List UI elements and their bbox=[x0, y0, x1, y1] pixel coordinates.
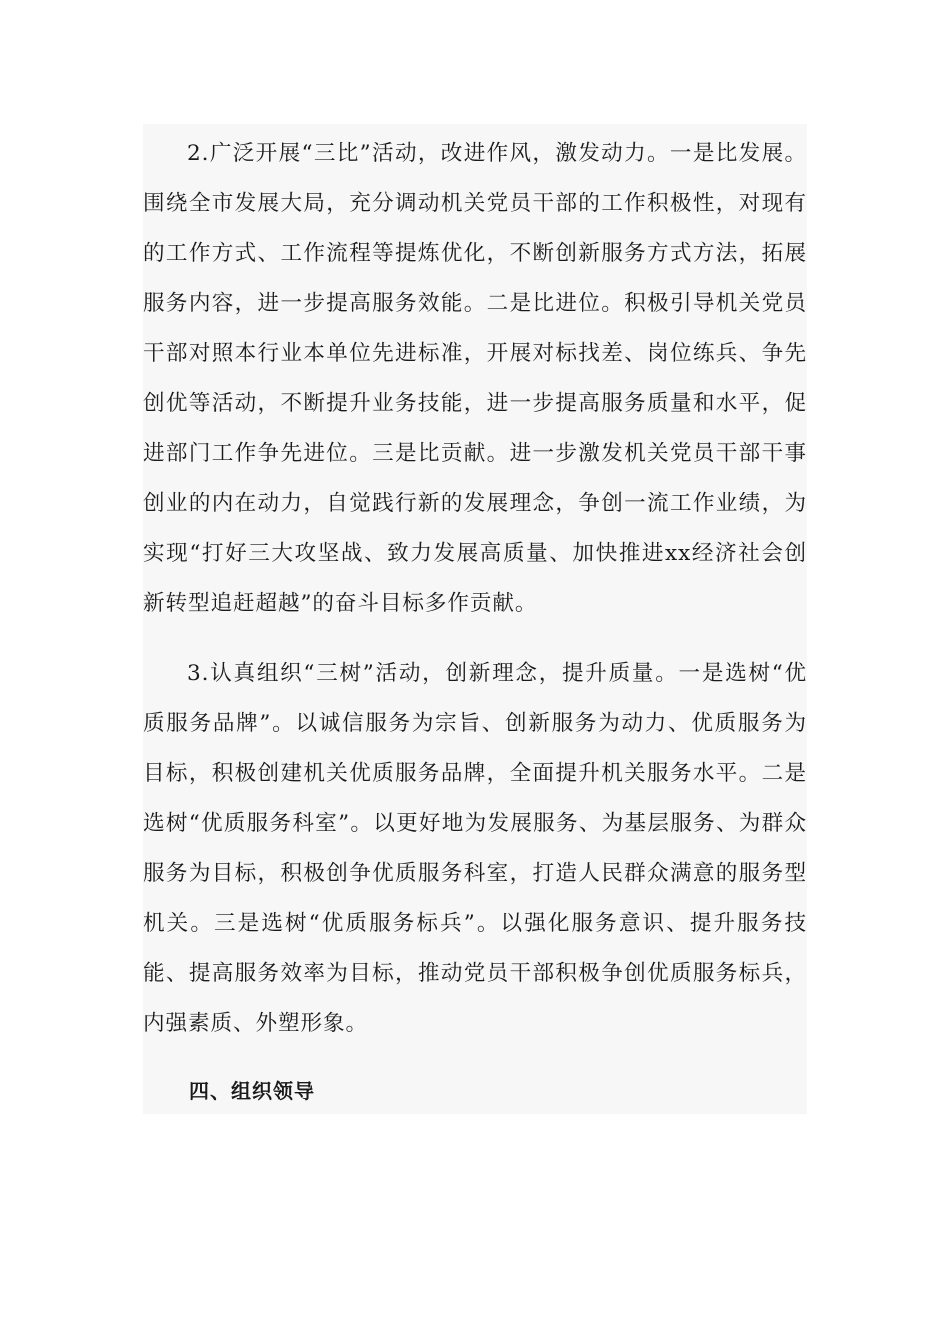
section-heading-organization: 四、组织领导 bbox=[189, 1079, 315, 1103]
paragraph-three-comparisons: 2.广泛开展“三比”活动，改进作风，激发动力。一是比发展。围绕全市发展大局，充分调动机关党员干部的工作积极性，对现有的工作方式、工作流程等提炼优化，不断创新服务方式方法，拓展服务内容，进一步提高服务效能。二是比进位。积极引导机关党员干部对照本行业本单位先进标准，开展对标找差、岗位练兵、争先创优等活动，不断提升业务技能，进一步提高服务质量和水平，促进部门工作争先进位。三是比贡献。进一步激发机关党员干部干事创业的内在动力，自觉践行新的发展理念，争创一流工作业绩，为实现“打好三大攻坚战、致力发展高质量、加快推进xx经济社会创新转型追赶超越”的奋斗目标多作贡献。 bbox=[143, 141, 807, 616]
document-content bbox=[143, 124, 807, 1114]
paragraph-three-establishments: 3.认真组织“三树”活动，创新理念，提升质量。一是选树“优质服务品牌”。以诚信服务为宗旨、创新服务为动力、优质服务为目标，积极创建机关优质服务品牌，全面提升机关服务水平。二是选树“优质服务科室”。以更好地为发展服务、为基层服务、为群众服务为目标，积极创争优质服务科室，打造人民群众满意的服务型机关。三是选树“优质服务标兵”。以强化服务意识、提升服务技能、提高服务效率为目标，推动党员干部积极争创优质服务标兵，内强素质、外塑形象。 bbox=[143, 661, 807, 1036]
